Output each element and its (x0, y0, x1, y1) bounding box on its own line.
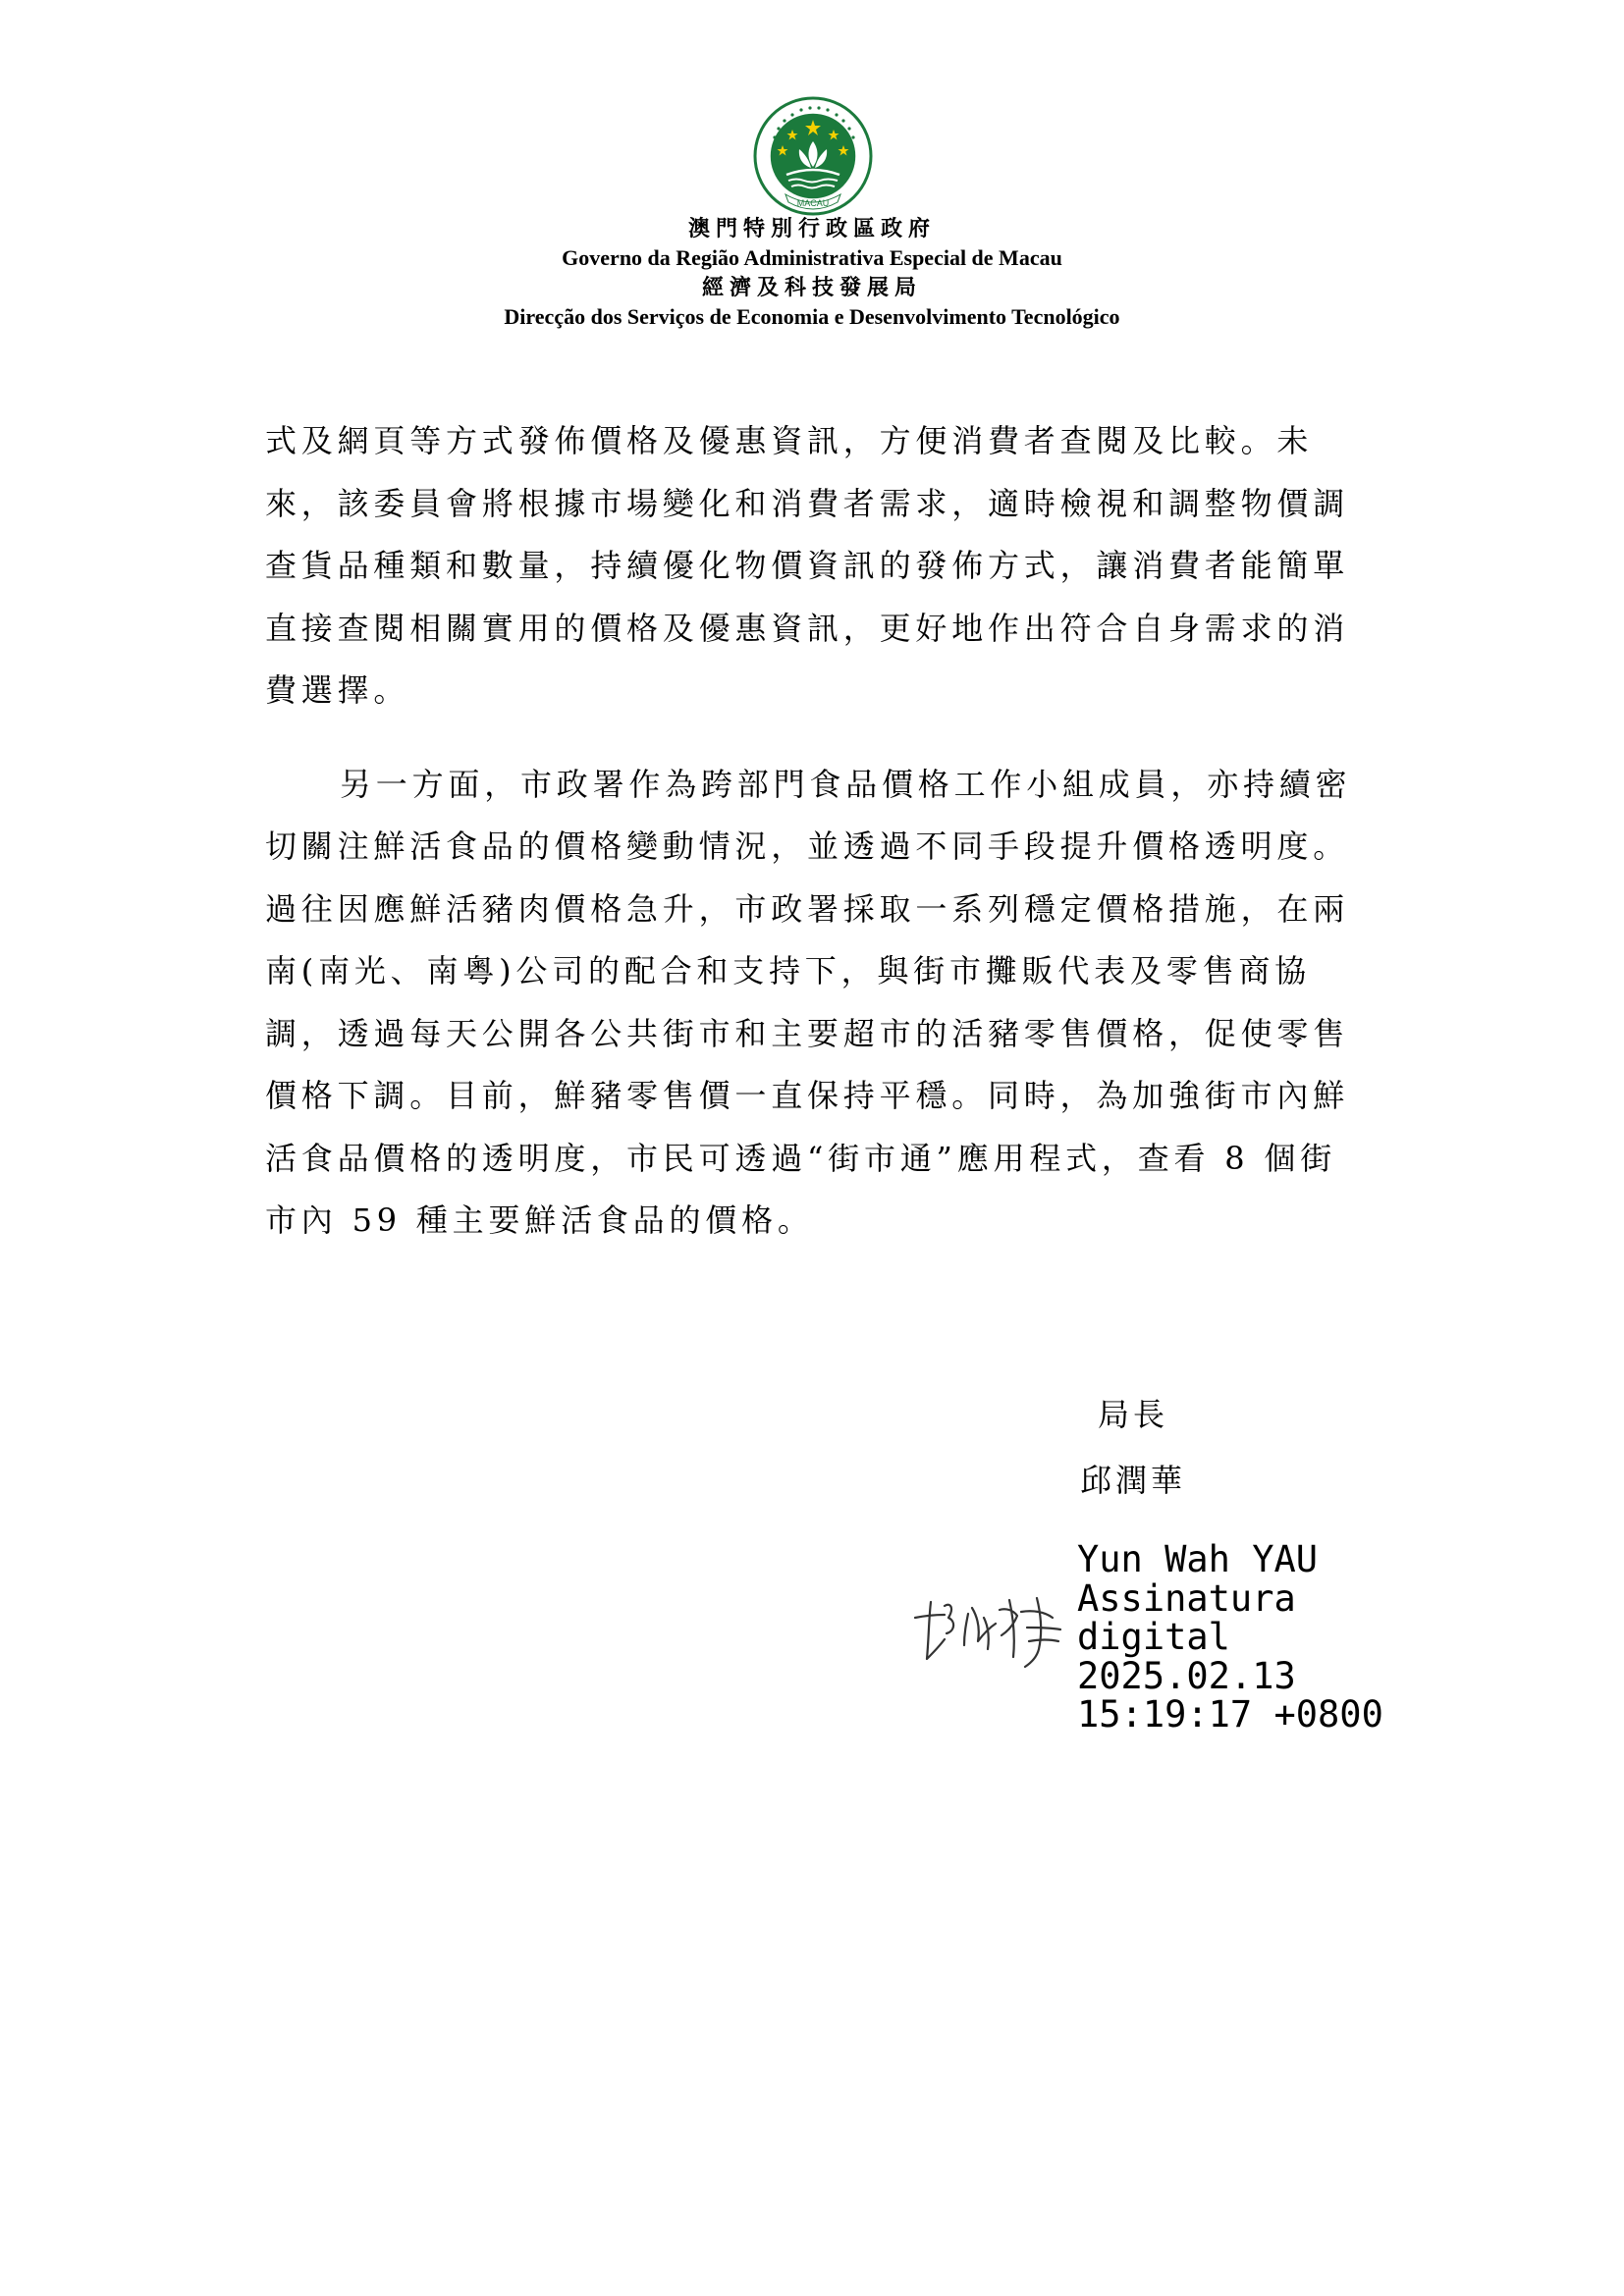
digital-signature-date: 2025.02.13 (1077, 1654, 1296, 1697)
paragraph-line: 來，該委員會將根據市場變化和消費者需求，適時檢視和調整物價調 (265, 484, 1350, 522)
paragraph-line: 切關注鮮活食品的價格變動情況，並透過不同手段提升價格透明度。 (265, 828, 1350, 865)
paragraph-line: 市內 59 種主要鮮活食品的價格。 (265, 1201, 814, 1239)
signatory-name: 邱潤華 (1080, 1462, 1187, 1499)
paragraph-line: 式及網頁等方式發佈價格及優惠資訊，方便消費者查閱及比較。未 (265, 422, 1314, 459)
paragraph-line: 費選擇。 (265, 671, 410, 709)
digital-signature-label: Assinatura (1077, 1576, 1296, 1620)
paragraph-line: 價格下調。目前，鮮豬零售價一直保持平穩。同時，為加強街市內鮮 (265, 1077, 1350, 1114)
government-name-zh: 澳門特別行政區政府 (687, 216, 936, 240)
paragraph-line: 直接查閱相關實用的價格及優惠資訊，更好地作出符合自身需求的消 (265, 609, 1350, 647)
digital-signature-label: digital (1077, 1616, 1230, 1658)
paragraph-line: 調，透過每天公開各公共街市和主要超市的活豬零售價格，促使零售 (265, 1014, 1350, 1052)
emblem-macau-label: MACAU (796, 198, 830, 208)
paragraph-1 (265, 410, 1404, 722)
paragraph-line: 另一方面，市政署作為跨部門食品價格工作小組成員，亦持續密 (340, 765, 1352, 803)
bureau-name-zh: 經濟及科技發展局 (701, 275, 922, 299)
digital-signature-time: 15:19:17 +0800 (1077, 1693, 1383, 1735)
government-name-pt: Governo da Região Administrativa Especial de Macau (562, 245, 1062, 270)
digital-signature-stamp (1077, 1540, 1383, 1735)
handwritten-signature-icon (911, 1588, 1086, 1682)
macau-emblem-icon (753, 96, 873, 216)
digital-signer-name: Yun Wah YAU (1077, 1538, 1319, 1580)
paragraph-line: 活食品價格的透明度，市民可透過“街市通”應用程式，查看 8 個街 (265, 1139, 1337, 1177)
letter-body (265, 410, 1404, 1253)
paragraph-line: 過往因應鮮活豬肉價格急升，市政署採取一系列穩定價格措施，在兩 (265, 889, 1350, 928)
bureau-name-pt: Direcção dos Serviços de Economia e Desenvolvimento Tecnológico (504, 304, 1120, 329)
paragraph-line: 查貨品種類和數量，持續優化物價資訊的發佈方式，讓消費者能簡單 (265, 547, 1350, 584)
paragraph-line: 南(南光、南粵)公司的配合和支持下，與街市攤販代表及零售商協 (265, 952, 1311, 989)
letterhead (0, 214, 1624, 332)
paragraph-2 (265, 754, 1404, 1253)
signatory-title: 局長 (1098, 1396, 1169, 1433)
